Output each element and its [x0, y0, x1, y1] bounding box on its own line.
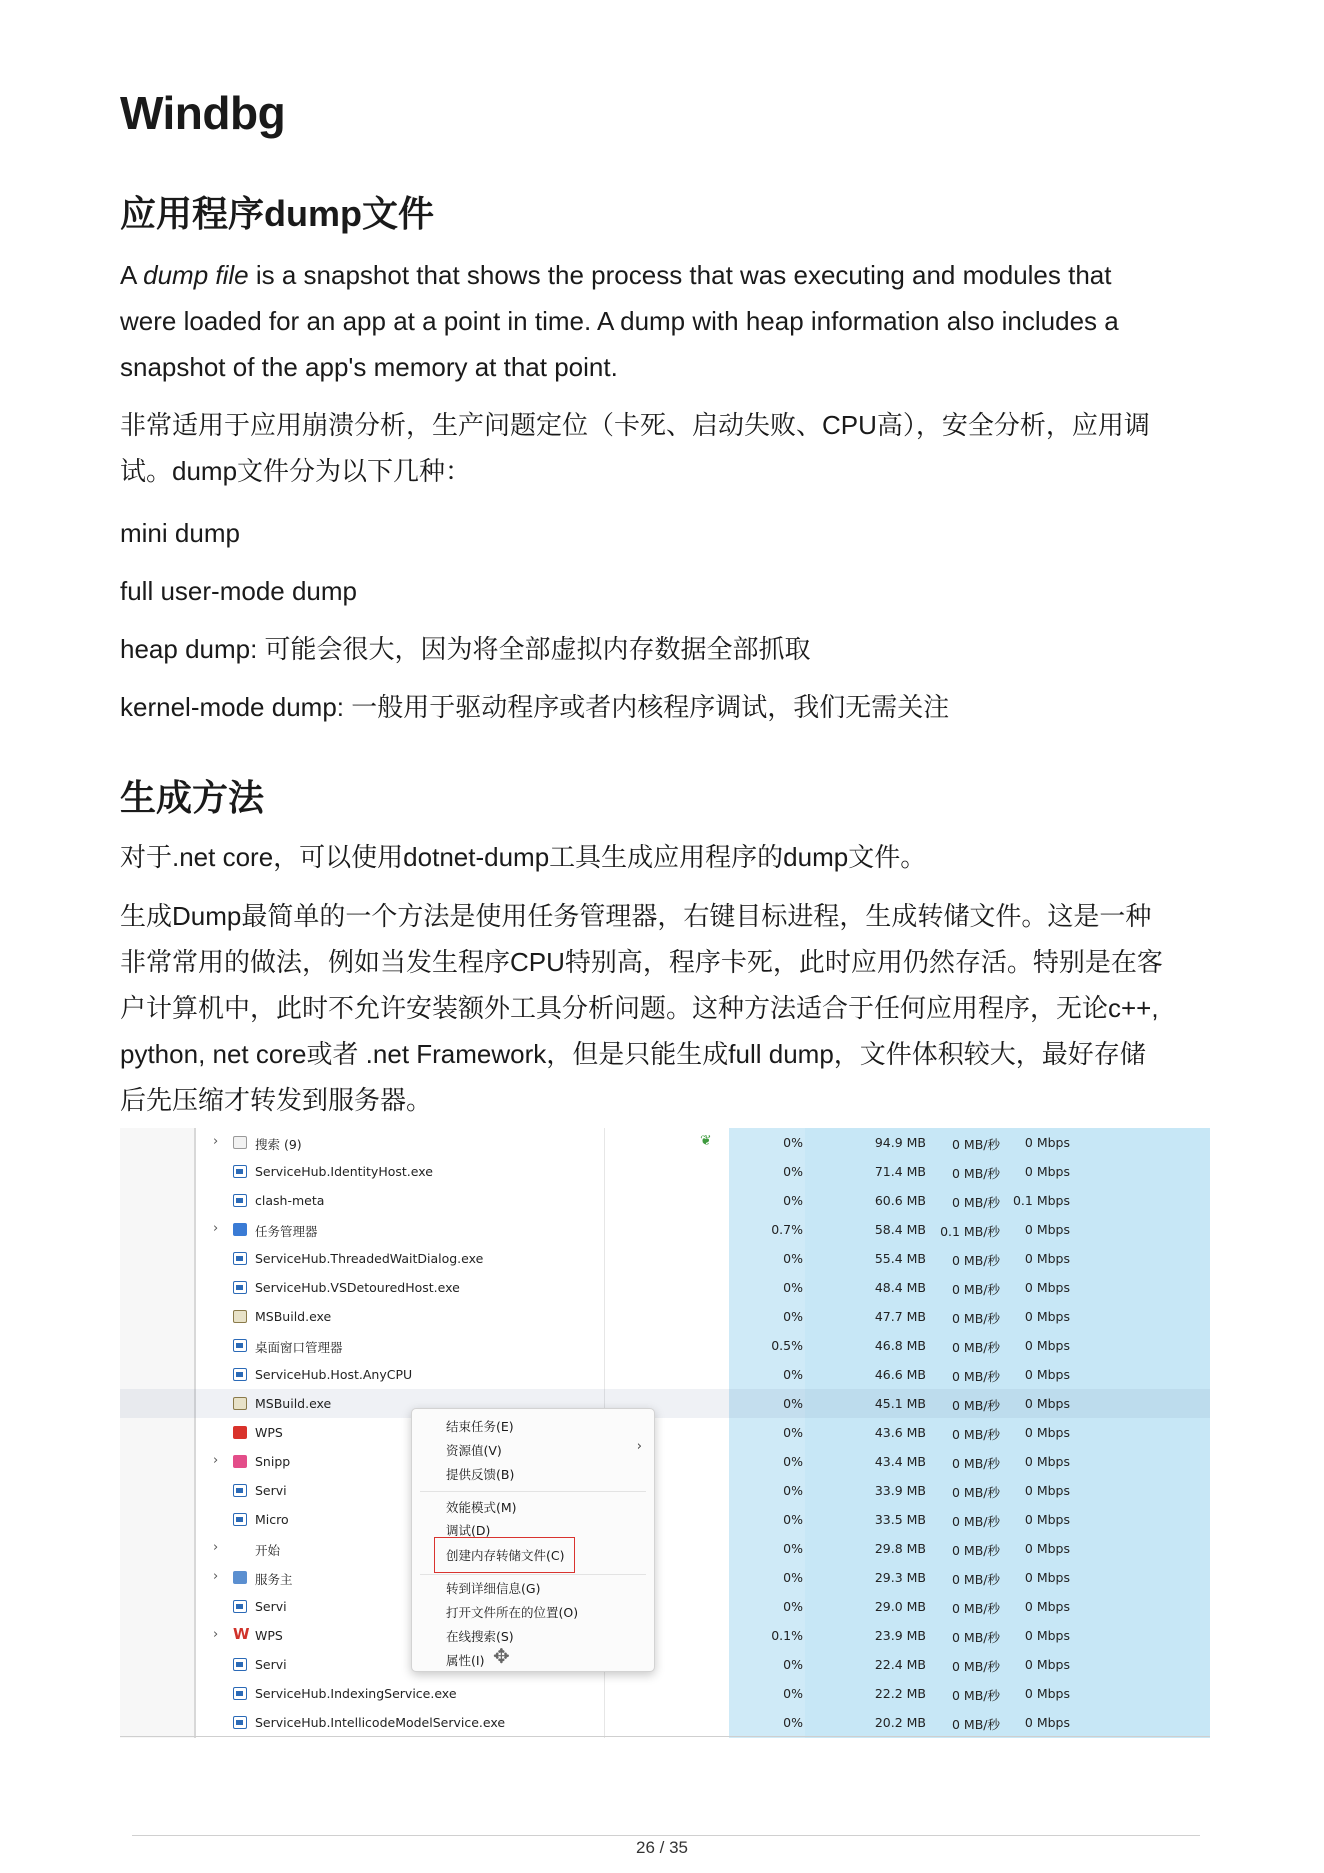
app-window-icon: [233, 1194, 247, 1207]
memory-value: 29.3 MB: [874, 1570, 926, 1585]
process-row[interactable]: [120, 1244, 1210, 1273]
process-row[interactable]: [120, 1186, 1210, 1215]
menu-item-debug[interactable]: 调试(D): [446, 1523, 491, 1538]
network-value: 0 Mbps: [1024, 1686, 1070, 1701]
app-window-icon: [233, 1368, 247, 1381]
section-heading-dump-files: 应用程序dump文件: [120, 193, 434, 234]
intro-paragraph: A dump file is a snapshot that shows the process that was executing and modules that were loaded for an app at a point in time. A dump with heap information also includes a snapshot of the app's memory at that point.: [120, 260, 1119, 382]
cpu-value: 0.7%: [771, 1222, 803, 1237]
network-value: 0 Mbps: [1024, 1135, 1070, 1150]
disk-value: 0 MB/秒: [952, 1514, 1000, 1529]
dump-type-item: full user-mode dump: [120, 576, 357, 606]
memory-value: 43.6 MB: [874, 1425, 926, 1440]
network-value: 0 Mbps: [1024, 1425, 1070, 1440]
app-window-icon: [233, 1484, 247, 1497]
app-window-icon: [233, 1687, 247, 1700]
disk-value: 0 MB/秒: [952, 1340, 1000, 1355]
disk-value: 0 MB/秒: [952, 1282, 1000, 1297]
app-window-icon: [233, 1513, 247, 1526]
process-name: Servi: [255, 1483, 287, 1498]
network-value: 0 Mbps: [1024, 1570, 1070, 1585]
move-cursor-icon: ✥: [493, 1644, 510, 1668]
app-window-icon: [233, 1165, 247, 1178]
memory-value: 47.7 MB: [874, 1309, 926, 1324]
disk-value: 0 MB/秒: [952, 1659, 1000, 1674]
network-value: 0 Mbps: [1024, 1599, 1070, 1614]
network-value: 0 Mbps: [1024, 1164, 1070, 1179]
network-value: 0.1 Mbps: [1012, 1193, 1070, 1208]
process-name: Micro: [255, 1512, 289, 1527]
task-manager-icon: [233, 1223, 247, 1236]
process-row[interactable]: [120, 1563, 1210, 1592]
memory-value: 46.6 MB: [874, 1367, 926, 1382]
cpu-value: 0.1%: [771, 1628, 803, 1643]
process-row[interactable]: [120, 1215, 1210, 1244]
process-row[interactable]: [120, 1273, 1210, 1302]
network-value: 0 Mbps: [1024, 1338, 1070, 1353]
process-name: 开始: [255, 1543, 281, 1558]
memory-value: 45.1 MB: [874, 1396, 926, 1411]
section-heading-generation: 生成方法: [120, 777, 265, 818]
process-name: WPS: [255, 1628, 283, 1643]
process-name: MSBuild.exe: [255, 1396, 332, 1411]
chevron-right-icon[interactable]: ›: [213, 1627, 219, 1642]
snipping-icon: [233, 1455, 247, 1468]
process-name: 任务管理器: [255, 1224, 318, 1239]
menu-item-feedback[interactable]: 提供反馈(B): [446, 1467, 515, 1482]
process-row[interactable]: [120, 1389, 1210, 1418]
cpu-value: 0%: [783, 1715, 803, 1730]
memory-value: 46.8 MB: [874, 1338, 926, 1353]
menu-item-open-file-location[interactable]: 打开文件所在的位置(O): [446, 1605, 579, 1620]
cpu-value: 0%: [783, 1657, 803, 1672]
cpu-value: 0%: [783, 1309, 803, 1324]
process-row[interactable]: [120, 1302, 1210, 1331]
context-menu: [411, 1408, 655, 1672]
app-window-icon: [233, 1658, 247, 1671]
process-row[interactable]: [120, 1476, 1210, 1505]
chevron-right-icon[interactable]: ›: [213, 1453, 219, 1468]
memory-value: 33.9 MB: [874, 1483, 926, 1498]
menu-item-go-to-details[interactable]: 转到详细信息(G): [446, 1581, 541, 1596]
process-name: ServiceHub.IdentityHost.exe: [255, 1164, 433, 1179]
disk-value: 0 MB/秒: [952, 1253, 1000, 1268]
network-value: 0 Mbps: [1024, 1512, 1070, 1527]
cpu-value: 0%: [783, 1135, 803, 1150]
process-name: ServiceHub.IntellicodeModelService.exe: [255, 1715, 506, 1730]
cpu-value: 0%: [783, 1164, 803, 1179]
chevron-right-icon[interactable]: ›: [213, 1569, 219, 1584]
memory-value: 22.2 MB: [874, 1686, 926, 1701]
cpu-value: 0%: [783, 1512, 803, 1527]
app-window-icon: [233, 1339, 247, 1352]
process-row[interactable]: [120, 1360, 1210, 1389]
network-value: 0 Mbps: [1024, 1657, 1070, 1672]
app-window-icon: [233, 1600, 247, 1613]
menu-item-search-online[interactable]: 在线搜索(S): [446, 1629, 514, 1644]
disk-value: 0 MB/秒: [952, 1137, 1000, 1152]
process-name: WPS: [255, 1425, 283, 1440]
network-value: 0 Mbps: [1024, 1628, 1070, 1643]
efficiency-leaf-icon: ❦: [700, 1133, 712, 1149]
cpu-value: 0%: [783, 1425, 803, 1440]
memory-value: 58.4 MB: [874, 1222, 926, 1237]
chevron-right-icon: ›: [636, 1439, 642, 1454]
page-number: 26 / 35: [636, 1838, 688, 1857]
process-row[interactable]: [120, 1505, 1210, 1534]
process-row[interactable]: [120, 1621, 1210, 1650]
process-row[interactable]: [120, 1157, 1210, 1186]
app-window-icon: [233, 1281, 247, 1294]
process-name: Snipp: [255, 1454, 291, 1469]
task-manager-screenshot: [120, 1128, 1210, 1738]
network-value: 0 Mbps: [1024, 1280, 1070, 1295]
process-row[interactable]: [120, 1418, 1210, 1447]
disk-value: 0 MB/秒: [952, 1572, 1000, 1587]
cpu-value: 0%: [783, 1686, 803, 1701]
memory-value: 55.4 MB: [874, 1251, 926, 1266]
network-value: 0 Mbps: [1024, 1222, 1070, 1237]
none: [233, 1542, 247, 1555]
process-name: ServiceHub.ThreadedWaitDialog.exe: [255, 1251, 484, 1266]
menu-item-end-task[interactable]: 结束任务(E): [446, 1419, 514, 1434]
chevron-right-icon[interactable]: ›: [213, 1221, 219, 1236]
process-name: MSBuild.exe: [255, 1309, 332, 1324]
msbuild-icon: [233, 1310, 247, 1323]
process-row[interactable]: [120, 1592, 1210, 1621]
chevron-right-icon[interactable]: ›: [213, 1540, 219, 1555]
menu-item-resource-values[interactable]: 资源值(V): [446, 1443, 502, 1458]
cpu-value: 0%: [783, 1193, 803, 1208]
process-name: clash-meta: [255, 1193, 325, 1208]
disk-value: 0 MB/秒: [952, 1688, 1000, 1703]
disk-value: 0 MB/秒: [952, 1427, 1000, 1442]
memory-value: 20.2 MB: [874, 1715, 926, 1730]
menu-separator: [420, 1574, 646, 1575]
service-host-icon: [233, 1571, 247, 1584]
memory-value: 60.6 MB: [874, 1193, 926, 1208]
network-value: 0 Mbps: [1024, 1396, 1070, 1411]
cpu-value: 0.5%: [771, 1338, 803, 1353]
process-row[interactable]: [120, 1128, 1210, 1157]
memory-value: 22.4 MB: [874, 1657, 926, 1672]
disk-value: 0 MB/秒: [952, 1311, 1000, 1326]
msbuild-icon: [233, 1397, 247, 1410]
process-row[interactable]: [120, 1708, 1210, 1737]
network-value: 0 Mbps: [1024, 1251, 1070, 1266]
menu-separator: [420, 1491, 646, 1492]
memory-value: 43.4 MB: [874, 1454, 926, 1469]
cpu-value: 0%: [783, 1483, 803, 1498]
cpu-value: 0%: [783, 1251, 803, 1266]
process-name: 搜索 (9): [255, 1137, 302, 1152]
memory-value: 33.5 MB: [874, 1512, 926, 1527]
wps-w-icon: W: [233, 1625, 250, 1643]
disk-value: 0 MB/秒: [952, 1456, 1000, 1471]
app-window-icon: [233, 1252, 247, 1265]
disk-value: 0 MB/秒: [952, 1485, 1000, 1500]
process-row[interactable]: [120, 1679, 1210, 1708]
memory-value: 29.0 MB: [874, 1599, 926, 1614]
cpu-value: 0%: [783, 1367, 803, 1382]
network-value: 0 Mbps: [1024, 1483, 1070, 1498]
process-row[interactable]: [120, 1447, 1210, 1476]
process-name: ServiceHub.Host.AnyCPU: [255, 1367, 413, 1382]
cpu-value: 0%: [783, 1541, 803, 1556]
memory-value: 23.9 MB: [874, 1628, 926, 1643]
page-title: Windbg: [120, 87, 286, 139]
process-name: Servi: [255, 1657, 287, 1672]
dump-type-item: heap dump: 可能会很大，因为将全部虚拟内存数据全部抓取: [120, 634, 811, 664]
disk-value: 0 MB/秒: [952, 1630, 1000, 1645]
task-manager-paragraph: 生成Dump最简单的一个方法是使用任务管理器，右键目标进程，生成转储文件。这是一种 非常常用的做法，例如当发生程序CPU特别高，程序卡死，此时应用仍然存活。特别是在客 户计算机中，此时不允许安装额外工具分析问题。这种方法适合于任何应用程序，无论c++, python, net core或者 .net Framework，但是只能生成full dump，文件体积较大，最好存储 后先压缩才转发到服务器。: [120, 901, 1163, 1115]
disk-value: 0 MB/秒: [952, 1166, 1000, 1181]
process-row[interactable]: [120, 1331, 1210, 1360]
disk-value: 0 MB/秒: [952, 1195, 1000, 1210]
disk-value: 0 MB/秒: [952, 1601, 1000, 1616]
memory-value: 48.4 MB: [874, 1280, 926, 1295]
chevron-right-icon[interactable]: ›: [213, 1134, 219, 1149]
menu-item-efficiency-mode[interactable]: 效能模式(M): [446, 1500, 517, 1515]
create-dump-highlight: [434, 1537, 575, 1573]
process-name: Servi: [255, 1599, 287, 1614]
process-name: ServiceHub.IndexingService.exe: [255, 1686, 457, 1701]
disk-value: 0 MB/秒: [952, 1543, 1000, 1558]
process-name: 服务主: [255, 1572, 293, 1587]
menu-item-create-dump[interactable]: 创建内存转储文件(C): [446, 1548, 565, 1563]
dump-type-item: kernel-mode dump: 一般用于驱动程序或者内核程序调试，我们无需关注: [120, 692, 950, 722]
wps-icon: [233, 1426, 247, 1439]
cpu-value: 0%: [783, 1599, 803, 1614]
process-row[interactable]: [120, 1650, 1210, 1679]
memory-value: 71.4 MB: [874, 1164, 926, 1179]
dump-file-term: dump file: [143, 260, 249, 290]
search-icon: [233, 1136, 247, 1149]
menu-item-properties[interactable]: 属性(I): [446, 1653, 485, 1668]
process-name: ServiceHub.VSDetouredHost.exe: [255, 1280, 460, 1295]
network-value: 0 Mbps: [1024, 1541, 1070, 1556]
disk-value: 0.1 MB/秒: [940, 1224, 1000, 1239]
network-value: 0 Mbps: [1024, 1454, 1070, 1469]
footer-divider: [132, 1835, 1200, 1836]
network-value: 0 Mbps: [1024, 1715, 1070, 1730]
disk-value: 0 MB/秒: [952, 1369, 1000, 1384]
memory-value: 94.9 MB: [874, 1135, 926, 1150]
disk-value: 0 MB/秒: [952, 1398, 1000, 1413]
network-value: 0 Mbps: [1024, 1367, 1070, 1382]
cpu-value: 0%: [783, 1454, 803, 1469]
cpu-value: 0%: [783, 1280, 803, 1295]
cpu-value: 0%: [783, 1396, 803, 1411]
network-value: 0 Mbps: [1024, 1309, 1070, 1324]
process-row[interactable]: [120, 1534, 1210, 1563]
memory-value: 29.8 MB: [874, 1541, 926, 1556]
disk-value: 0 MB/秒: [952, 1717, 1000, 1732]
dotnet-dump-line: 对于.net core，可以使用dotnet-dump工具生成应用程序的dump文件。: [120, 842, 927, 872]
cpu-value: 0%: [783, 1570, 803, 1585]
usage-paragraph: 非常适用于应用崩溃分析，生产问题定位（卡死、启动失败、CPU高），安全分析，应用调 试。dump文件分为以下几种：: [120, 410, 1150, 486]
app-window-icon: [233, 1716, 247, 1729]
process-name: 桌面窗口管理器: [255, 1340, 343, 1355]
dump-type-item: mini dump: [120, 518, 240, 548]
